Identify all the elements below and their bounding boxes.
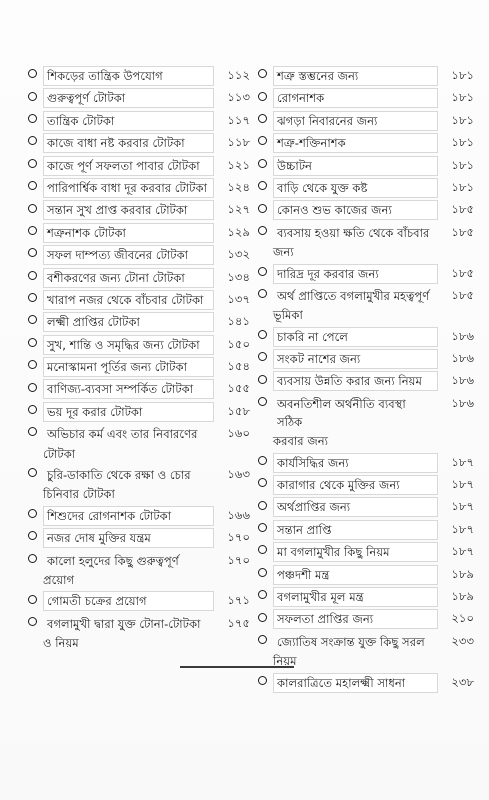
- toc-entry-page-number: ২৩৮: [451, 674, 474, 689]
- circle-bullet-icon: [258, 590, 267, 599]
- circle-bullet-icon: [258, 226, 267, 235]
- circle-bullet-icon: [28, 159, 37, 168]
- toc-entry-page-number: ১৮৫: [451, 224, 474, 239]
- toc-entry: [258, 200, 474, 222]
- toc-entry-title-continuation: প্রয়োগ: [43, 572, 75, 587]
- toc-entry-page-number: ১৫৫: [227, 381, 250, 396]
- toc-entry-title-continuation: টোটকা: [43, 446, 76, 461]
- toc-entry-page-number: ১৮৭: [451, 521, 474, 536]
- toc-entry-title-continuation: ভূমিকা: [273, 308, 303, 323]
- toc-entry-title: রোগনাশক: [273, 88, 438, 108]
- toc-entry: [258, 673, 474, 695]
- toc-entry: [28, 290, 250, 312]
- circle-bullet-icon: [28, 271, 37, 280]
- toc-entry: [258, 133, 474, 155]
- circle-bullet-icon: [28, 468, 37, 477]
- toc-entry: [28, 424, 250, 446]
- toc-entry-title: পারিপার্শ্বিক বাধা দূর করবার টোটকা: [43, 178, 214, 198]
- circle-bullet-icon: [28, 338, 37, 347]
- circle-bullet-icon: [258, 181, 267, 190]
- toc-entry-page-number: ১৮৬: [451, 351, 474, 366]
- toc-entry: [28, 379, 250, 401]
- circle-bullet-icon: [258, 136, 267, 145]
- toc-entry-title: গোমতী চক্রের প্রয়োগ: [43, 591, 214, 611]
- toc-entry: [28, 133, 250, 155]
- toc-entry-title-continuation: নিয়ম: [273, 654, 297, 669]
- toc-entry-page-number: ২৩৩: [451, 633, 474, 648]
- toc-entry-page-number: ১৪১: [227, 314, 250, 329]
- toc-entry-page-number: ১৮৭: [451, 499, 474, 514]
- toc-entry-page-number: ১৫৮: [227, 403, 250, 418]
- toc-entry: [258, 542, 474, 564]
- toc-entry-page-number: ২১০: [451, 611, 474, 626]
- toc-entry-title: খারাপ নজর থেকে বাঁচবার টোটকা: [43, 290, 214, 310]
- toc-entry-title: মা বগলামুখীর কিছু নিয়ম: [273, 542, 438, 562]
- toc-entry: [258, 178, 474, 200]
- toc-entry: [28, 528, 250, 550]
- circle-bullet-icon: [258, 204, 267, 213]
- toc-entry-page-number: ১৮৭: [451, 454, 474, 469]
- toc-entry-title: নজর দোষ মুক্তির যন্ত্রম: [43, 528, 214, 548]
- circle-bullet-icon: [28, 315, 37, 324]
- toc-entry-page-number: ১৮৭: [451, 544, 474, 559]
- toc-entry: [258, 223, 474, 245]
- toc-entry-title: জ্যোতিষ সংক্রান্ত যুক্ত কিছু সরল: [277, 634, 425, 649]
- circle-bullet-icon: [28, 69, 37, 78]
- circle-bullet-icon: [258, 613, 267, 622]
- toc-entry-page-number: ১৩৪: [227, 269, 250, 284]
- circle-bullet-icon: [28, 204, 37, 213]
- circle-bullet-icon: [258, 501, 267, 510]
- toc-right-column: [258, 66, 474, 695]
- circle-bullet-icon: [28, 92, 37, 101]
- toc-entry: [258, 156, 474, 178]
- toc-entry-title-continuation: চিনিবার টোটকা: [43, 487, 115, 502]
- toc-entry-page-number: ১৮৭: [451, 477, 474, 492]
- circle-bullet-icon: [28, 293, 37, 302]
- toc-entry-title: সন্তান প্রাপ্তি: [273, 520, 438, 540]
- toc-entry-title: শিকড়ের তান্ত্রিক উপযোগ: [43, 66, 214, 86]
- toc-entry: [258, 497, 474, 519]
- toc-entry: [28, 591, 250, 613]
- toc-entry: [258, 520, 474, 542]
- toc-entry-page-number: ১২৯: [227, 224, 250, 239]
- toc-entry: [28, 200, 250, 222]
- circle-bullet-icon: [28, 531, 37, 540]
- toc-entry: [28, 614, 250, 636]
- toc-entry-page-number: ১৮৫: [451, 287, 474, 302]
- toc-entry-title: তান্ত্রিক টোটকা: [43, 111, 214, 131]
- toc-entry: [258, 453, 474, 475]
- toc-entry: [28, 268, 250, 290]
- toc-entry-title: কাজে পূর্ণ সফলতা পাবার টোটকা: [43, 156, 214, 176]
- circle-bullet-icon: [258, 676, 267, 685]
- circle-bullet-icon: [28, 554, 37, 563]
- toc-entry-title: বাণিজ্য-ব্যবসা সম্পর্কিত টোটকা: [43, 379, 214, 399]
- toc-entry-page-number: ১৮১: [451, 68, 474, 82]
- toc-entry: [258, 349, 474, 371]
- toc-entry-page-number: ১৮১: [451, 179, 474, 194]
- toc-entry-title: উচ্চাটন: [273, 156, 438, 176]
- toc-entry-page-number: ১৭৫: [227, 615, 250, 630]
- toc-entry: [258, 327, 474, 349]
- circle-bullet-icon: [258, 397, 267, 406]
- toc-entry: [28, 402, 250, 424]
- toc-entry: [28, 551, 250, 573]
- toc-entry-title: ঝগড়া নিবারনের জন্য: [273, 111, 438, 131]
- toc-entry-title: কালরাত্রিতে মহালক্ষ্মী সাধনা: [273, 673, 438, 693]
- toc-entry-page-number: ১৭১: [227, 593, 250, 608]
- toc-entry-page-number: ১৫৪: [227, 359, 250, 374]
- toc-left-column: [28, 66, 250, 695]
- toc-entry-page-number: ১৮৬: [451, 395, 474, 410]
- circle-bullet-icon: [258, 456, 267, 465]
- toc-entry-title: কালো হলুদের কিছু গুরুত্বপূর্ণ: [47, 553, 179, 568]
- toc-entry-title: ব্যবসায় হওয়া ক্ষতি থেকে বাঁচবার: [277, 225, 430, 240]
- toc-entry-title: সুখ, শান্তি ও সমৃদ্ধির জন্য টোটকা: [43, 335, 214, 355]
- toc-entry-title: দারিদ্র দূর করবার জন্য: [273, 264, 438, 284]
- circle-bullet-icon: [28, 136, 37, 145]
- toc-entry-page-number: ১২১: [227, 157, 250, 172]
- circle-bullet-icon: [258, 114, 267, 123]
- toc-entry-page-number: ১৮১: [451, 157, 474, 172]
- toc-entry-page-number: ১১৮: [227, 135, 250, 150]
- toc-entry-title: মনোস্কামনা পূর্তির জন্য টোটকা: [43, 357, 214, 377]
- circle-bullet-icon: [258, 478, 267, 487]
- toc-entry-page-number: ১৮৯: [451, 566, 474, 581]
- toc-entry-title: সংকট নাশের জন্য: [273, 349, 438, 369]
- toc-entry: [28, 335, 250, 357]
- circle-bullet-icon: [258, 92, 267, 101]
- toc-entry: [258, 264, 474, 286]
- circle-bullet-icon: [28, 181, 37, 190]
- toc-entry-page-number: ১৬০: [227, 426, 250, 441]
- toc-entry-page-number: ১৬৩: [227, 467, 250, 482]
- toc-entry-page-number: ১৮৬: [451, 328, 474, 343]
- toc-entry: [28, 245, 250, 267]
- toc-entry: [28, 465, 250, 487]
- toc-entry-page-number: ১৮৯: [451, 588, 474, 603]
- toc-entry: [28, 156, 250, 178]
- toc-entry-page-number: ১২৪: [227, 179, 250, 194]
- toc-entry-title: চুরি-ডাকাতি থেকে রক্ষা ও চোর: [47, 468, 191, 483]
- circle-bullet-icon: [258, 267, 267, 276]
- toc-entry: [28, 111, 250, 133]
- toc-entry: [28, 66, 250, 88]
- circle-bullet-icon: [28, 360, 37, 369]
- toc-entry-title: গুরুত্বপূর্ণ টোটকা: [43, 88, 214, 108]
- toc-entry-title: বশীকরণের জন্য টোনা টোটকা: [43, 268, 214, 288]
- toc-entry-page-number: ১৮১: [451, 90, 474, 105]
- toc-entry-title: লক্ষ্মী প্রাপ্তির টোটকা: [43, 312, 214, 332]
- toc-entry-page-number: ১৮৫: [451, 202, 474, 217]
- toc-entry: [28, 178, 250, 200]
- toc-entry: [258, 88, 474, 110]
- toc-entry-title: বগলামুখীর মূল মন্ত্র: [273, 587, 438, 607]
- circle-bullet-icon: [258, 375, 267, 384]
- toc-entry: [258, 565, 474, 587]
- toc-entry-title: পঞ্চদশী মন্ত্র: [273, 565, 438, 585]
- circle-bullet-icon: [28, 509, 37, 518]
- toc-entry: [28, 357, 250, 379]
- circle-bullet-icon: [258, 330, 267, 339]
- circle-bullet-icon: [28, 114, 37, 123]
- toc-entry: [28, 223, 250, 245]
- toc-entry-page-number: ১৭০: [227, 552, 250, 567]
- toc-entry-page-number: ১১২: [227, 68, 250, 82]
- toc-entry-title: সফল দাম্পত্য জীবনের টোটকা: [43, 245, 214, 265]
- toc-entry: [258, 371, 474, 393]
- toc-entry-page-number: ১২৭: [227, 202, 250, 217]
- circle-bullet-icon: [258, 568, 267, 577]
- toc-entry-page-number: ১৭০: [227, 530, 250, 545]
- circle-bullet-icon: [258, 289, 267, 298]
- circle-bullet-icon: [28, 595, 37, 604]
- circle-bullet-icon: [28, 383, 37, 392]
- table-of-contents: [28, 66, 474, 695]
- toc-entry-title: শত্রুনাশক টোটকা: [43, 223, 214, 243]
- toc-entry: [28, 506, 250, 528]
- circle-bullet-icon: [258, 159, 267, 168]
- toc-entry-page-number: ১৮৫: [451, 265, 474, 280]
- toc-entry: [258, 609, 474, 631]
- toc-entry-page-number: ১১৩: [227, 90, 250, 105]
- toc-entry-title: শিশুদের রোগনাশক টোটকা: [43, 506, 214, 526]
- toc-entry-title: অর্থপ্রাপ্তির জন্য: [273, 497, 438, 517]
- toc-entry-title-continuation: জন্য: [273, 245, 294, 260]
- toc-entry-title: সন্তান সুখ প্রাপ্ত করবার টোটকা: [43, 200, 214, 220]
- toc-entry: [258, 394, 474, 434]
- toc-entry: [258, 111, 474, 133]
- circle-bullet-icon: [28, 427, 37, 436]
- circle-bullet-icon: [28, 226, 37, 235]
- toc-entry-page-number: ১৫০: [227, 336, 250, 351]
- circle-bullet-icon: [28, 248, 37, 257]
- toc-entry: [258, 632, 474, 654]
- toc-entry-title: শত্রু-শক্তিনাশক: [273, 133, 438, 153]
- toc-entry-title: অর্থ প্রাপ্তিতে বগলামুখীর মহত্বপূর্ণ: [277, 288, 430, 303]
- toc-entry-page-number: ১৩২: [227, 247, 250, 262]
- toc-entry-title: ব্যবসায় উন্নতি করার জন্য নিয়ম: [273, 371, 438, 391]
- toc-entry-title: অবনতিশীল অর্থনীতি ব্যবস্থা সঠিক: [277, 396, 406, 429]
- toc-entry-title: কাজে বাধা নষ্ট করবার টোটকা: [43, 133, 214, 153]
- toc-entry-page-number: ১৮১: [451, 112, 474, 127]
- circle-bullet-icon: [28, 405, 37, 414]
- toc-entry-title: কোনও শুভ কাজের জন্য: [273, 200, 438, 220]
- toc-entry-title-continuation: ও নিয়ম: [43, 636, 79, 651]
- toc-entry-title: শত্রু স্তম্ভনের জন্য: [273, 66, 438, 86]
- circle-bullet-icon: [258, 545, 267, 554]
- toc-entry-title: কার্যসিদ্ধির জন্য: [273, 453, 438, 473]
- toc-entry-title-continuation: করবার জন্য: [273, 434, 329, 449]
- circle-bullet-icon: [258, 635, 267, 644]
- circle-bullet-icon: [258, 523, 267, 532]
- toc-entry-page-number: ১৬৬: [227, 507, 250, 522]
- toc-entry: [258, 286, 474, 308]
- toc-entry: [258, 475, 474, 497]
- toc-entry-title: চাকরি না পেলে: [273, 327, 438, 347]
- circle-bullet-icon: [258, 69, 267, 78]
- circle-bullet-icon: [258, 352, 267, 361]
- toc-entry-title: সফলতা প্রাপ্তির জন্য: [273, 609, 438, 629]
- section-divider: [180, 666, 294, 668]
- toc-entry: [258, 66, 474, 88]
- toc-entry: [28, 312, 250, 334]
- toc-entry-title: ভয় দূর করার টোটকা: [43, 402, 214, 422]
- toc-entry-title: বগলামুখী দ্বারা যুক্ত টোনা-টোটকা: [47, 616, 201, 631]
- toc-entry-page-number: ১৮৬: [451, 373, 474, 388]
- toc-entry-title: অভিচার কর্ম এবং তার নিবারণের: [47, 427, 198, 442]
- circle-bullet-icon: [28, 617, 37, 626]
- toc-entry: [28, 88, 250, 110]
- toc-entry-page-number: ১৮১: [451, 135, 474, 150]
- toc-entry-page-number: ১১৭: [227, 112, 250, 127]
- toc-entry-page-number: ১৩৭: [227, 291, 250, 306]
- toc-entry-title: কারাগার থেকে মুক্তির জন্য: [273, 475, 438, 495]
- toc-entry: [258, 587, 474, 609]
- toc-entry-title: বাড়ি থেকে যুক্ত কষ্ট: [273, 178, 438, 198]
